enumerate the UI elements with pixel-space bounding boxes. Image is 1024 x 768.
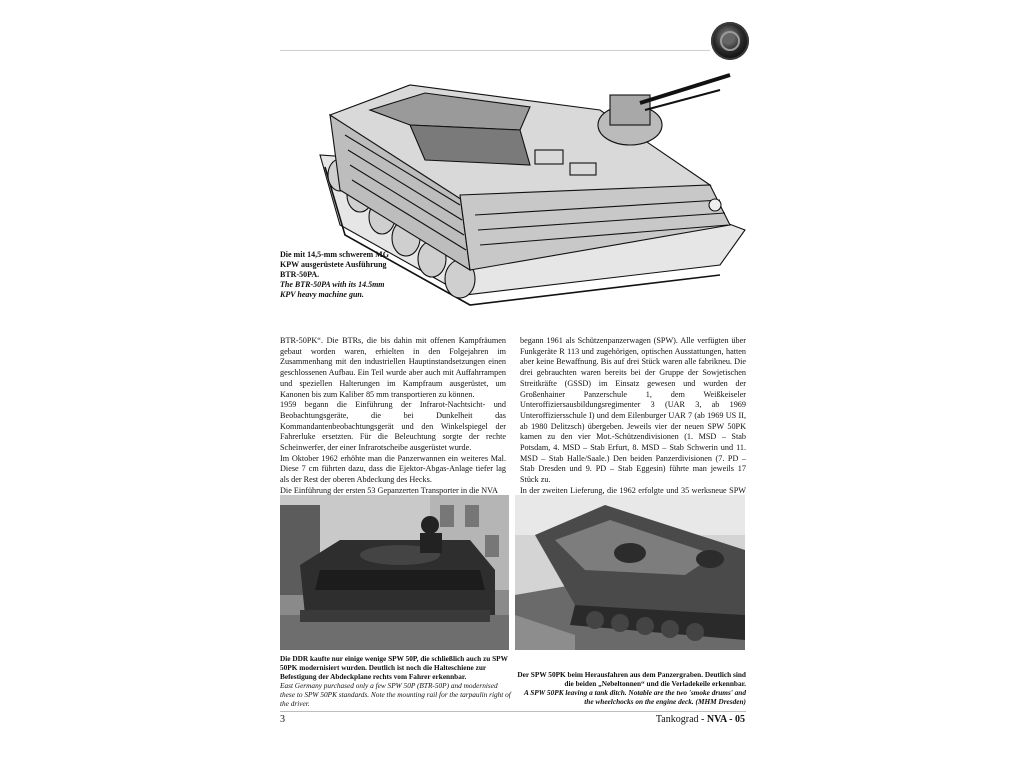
text-column-left bbox=[280, 336, 506, 497]
left-photo-caption bbox=[280, 654, 512, 708]
paragraph: In der zweiten Lieferung, die 1962 erfolgte und 35 werksneue SPW bbox=[520, 485, 746, 495]
paragraph: 1959 begann die Einführung der Infrarot-Nachtsicht- und Beobachtungsgeräte, die bei Dunkelheit das Kommandantenbeobachtungsgerät und den Winkelspiegel der Fahrerluke ersetzten. Für die Beleuchtung sorgte der rechte Scheinwerfer, der einer Infrarotscheibe ausgerüstet wurde. bbox=[280, 400, 506, 453]
header-rule bbox=[280, 50, 710, 51]
right-photo-caption bbox=[513, 670, 746, 706]
paragraph: Die Einführung der ersten 53 Gepanzerten Transporter in die NVA bbox=[280, 485, 498, 495]
top-figure-caption bbox=[280, 250, 390, 300]
left-caption-german: Die DDR kaufte nur einige wenige SPW 50P, die schließlich auch zu SPW 50PK modernisiert wurden. Deutlich ist noch die Halteschiene zur Befestigung der Abdeckplane rechts vom Fahrer erkennbar. bbox=[280, 654, 508, 681]
footer-brand bbox=[656, 714, 745, 725]
publisher-name: Tankograd - bbox=[655, 714, 707, 725]
photo-spw-50pk-ditch bbox=[515, 495, 745, 650]
page-number: 3 bbox=[280, 714, 285, 725]
top-caption-english: The BTR-50PA with its 14.5mm KPV heavy machine gun. bbox=[280, 280, 385, 299]
right-caption-german: Der SPW 50PK beim Herausfahren aus dem Panzergraben. Deutlich sind die beiden „Nebeltonnen“ und die Verladekeile erkennbar. bbox=[517, 670, 746, 688]
paragraph: BTR-50PK“. Die BTRs, die bis dahin mit offenen Kampfräumen gebaut worden waren, erhielten in den Folgejahren im Zusammenhang mit den industriellen Hauptinstandsetzungen einen geschlossenen Aufbau. Ein Teil wurde aber auch mit Auffahrrampen und speziellen Halterungen im Kampfraum ausgerüstet, um Kanonen bis zum Kaliber 85 mm transportieren zu können. bbox=[280, 336, 506, 399]
series-name: NVA - 05 bbox=[706, 714, 745, 725]
right-caption-english: A SPW 50PK leaving a tank ditch. Notable are the two 'smoke drums' and the wheelchocks on the engine deck. (MHM Dresden) bbox=[523, 688, 746, 706]
paragraph: Im Oktober 1962 erhöhte man die Panzerwannen ein weiteres Mal. Diese 7 cm führten dazu, dass die Ejektor-Abgas-Anlage tiefer lag als der Rest der oberen Abdeckung des Hecks. bbox=[280, 453, 506, 485]
footer-rule bbox=[280, 711, 746, 712]
top-caption-german: Die mit 14,5-mm schwerem MG KPW ausgerüstete Ausführung BTR-50PA. bbox=[280, 250, 389, 279]
text-column-right bbox=[520, 336, 746, 507]
left-caption-english: East Germany purchased only a few SPW 50P (BTR-50P) and modernised these to SPW 50PK standards. Note the mounting rail for the tarpaulin right of the driver. bbox=[280, 681, 511, 708]
photo-spw-50p-street bbox=[280, 495, 509, 650]
paragraph: begann 1961 als Schützenpanzerwagen (SPW). Alle verfügten über Funkgeräte R 113 und zugehörigen, optischen Ausstattungen, hatten aber keine Bewaffnung. Bis auf drei Stück waren alle fabrikneu. Die drei gebrauchten waren bereits bei der Gruppe der Sowjetischen Streitkräfte (GSSD) im Einsatz gewesen und wurden der Großenhainer Panzerschule 1, dem Weißkeiseler Unteroffiziersausbildungsregimenter 3 (UAR 3, ab 1969 Unteroffiziersschule I) und dem Eilenburger UAR 7 (ab 1969 US II, ab 1980 Delitzsch) übergeben. Jeweils vier der neuen SPW 50PK kamen zu den vier Mot.-Schützendivisionen (1. MSD – Stab Potsdam, 4. MSD – Stab Erfurt, 8. MSD – Stab Schwerin und 11. MSD – Stab Halle/Saale.) Den beiden Panzerdivisionen (7. PD – Stab Dresden und 9. PD – Stab Eggesin) führte man jeweils 17 Stück zu. bbox=[520, 336, 746, 485]
